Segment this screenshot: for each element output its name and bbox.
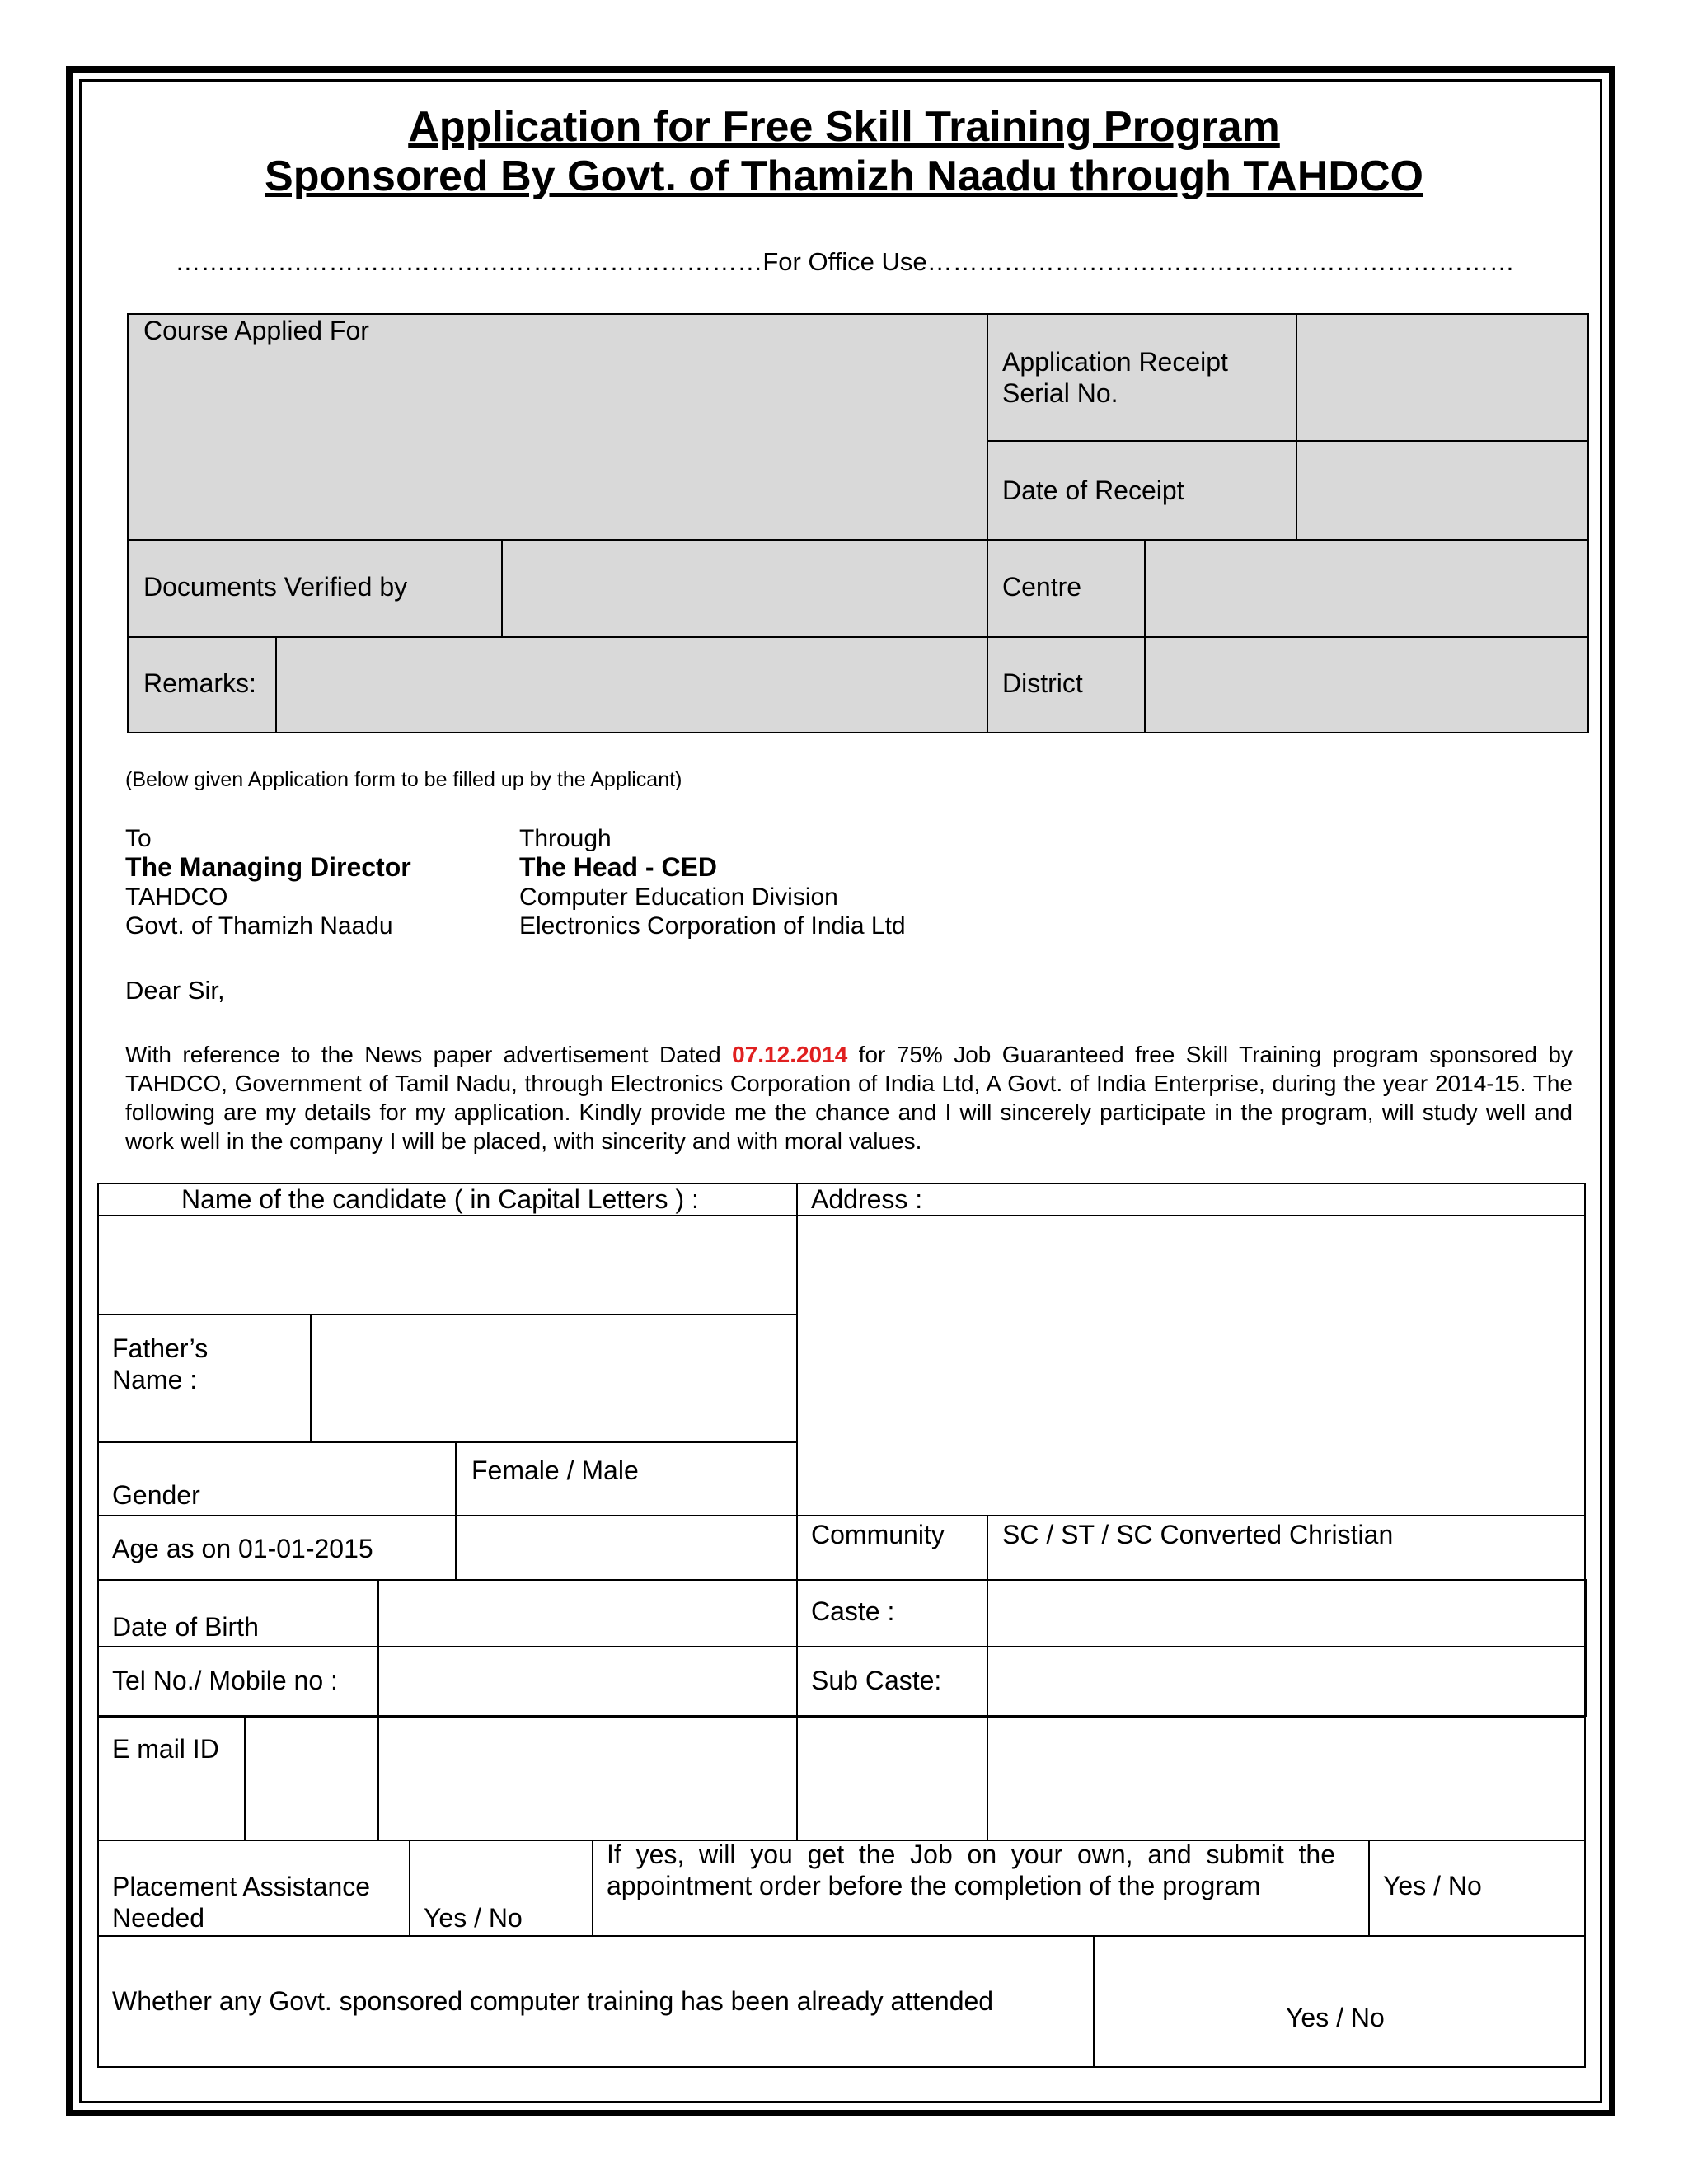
candidate-name-label: Name of the candidate ( in Capital Letters ) : [181, 1184, 699, 1214]
through-name: The Head - CED [519, 852, 718, 882]
letter-body [125, 1040, 1573, 1155]
title-line-1: Application for Free Skill Training Program [408, 103, 1280, 151]
through-label: Through [519, 825, 612, 852]
advertisement-date: 07.12.2014 [732, 1042, 848, 1067]
gender-label: Gender [112, 1480, 200, 1510]
dob-label: Date of Birth [112, 1612, 259, 1642]
title-line-2: Sponsored By Govt. of Thamizh Naadu through TAHDCO [265, 152, 1423, 200]
subcaste-label: Sub Caste: [811, 1666, 942, 1695]
district-label: District [1002, 668, 1083, 698]
job-own-question-1: If yes, will you get the Job on your own, and submit the [607, 1840, 1335, 1869]
through-org: Electronics Corporation of India Ltd [519, 912, 906, 940]
father-name-label-2: Name : [112, 1365, 198, 1394]
salutation: Dear Sir, [125, 976, 225, 1005]
receipt-serial-label-1: Application Receipt [1002, 347, 1228, 377]
office-use-table [127, 313, 1589, 733]
letter-text-end: for 75% Job Guaranteed free Skill Training program sponsored by TAHDCO, Government of Tamil Nadu, through Electronics Corporation of India Ltd, A Govt. of India Enterprise, during the year 2014-15. The following are my details for my application. Kindly provide me the chance and I will sincerely participate in the program, will study well and work well in the company I will be placed, with sincerity and with moral values. [125, 1042, 1573, 1154]
to-govt: Govt. of Thamizh Naadu [125, 912, 393, 940]
to-name: The Managing Director [125, 852, 411, 882]
to-block [125, 824, 411, 940]
through-division: Computer Education Division [519, 883, 838, 911]
address-label: Address : [811, 1184, 923, 1214]
email-label: E mail ID [112, 1734, 219, 1764]
job-own-question-2: appointment order before the completion of the program [607, 1871, 1261, 1900]
govt-training-question: Whether any Govt. sponsored computer training has been already attended [112, 1986, 994, 2016]
community-label: Community [811, 1520, 945, 1549]
govt-training-yes-no: Yes / No [1286, 2003, 1385, 2032]
placement-label-2: Needed [112, 1903, 205, 1933]
letter-text-start: With reference to the News paper advertisement Dated [125, 1042, 733, 1067]
course-applied-for-label: Course Applied For [143, 316, 369, 345]
remarks-label: Remarks: [143, 668, 256, 698]
receipt-serial-label-2: Serial No. [1002, 378, 1118, 408]
gender-options: Female / Male [471, 1455, 639, 1485]
documents-verified-label: Documents Verified by [143, 572, 408, 602]
caste-label: Caste : [811, 1596, 895, 1626]
date-of-receipt-label: Date of Receipt [1002, 476, 1184, 505]
job-own-yes-no: Yes / No [1383, 1871, 1482, 1900]
applicant-note: (Below given Application form to be filled up by the Applicant) [125, 768, 682, 791]
placement-yes-no: Yes / No [424, 1903, 523, 1933]
placement-label-1: Placement Assistance [112, 1872, 371, 1901]
age-label: Age as on 01-01-2015 [112, 1534, 373, 1563]
to-label: To [125, 825, 152, 852]
applicant-form-table [97, 1183, 1586, 2068]
centre-label: Centre [1002, 572, 1082, 602]
community-options: SC / ST / SC Converted Christian [1002, 1520, 1394, 1549]
through-block [519, 824, 906, 940]
tel-label: Tel No./ Mobile no : [112, 1666, 338, 1695]
to-org: TAHDCO [125, 883, 228, 911]
office-use-heading: ……………………………………………………………For Office Use…………………………………………………………… [175, 249, 1515, 274]
father-name-label-1: Father’s [112, 1333, 209, 1363]
